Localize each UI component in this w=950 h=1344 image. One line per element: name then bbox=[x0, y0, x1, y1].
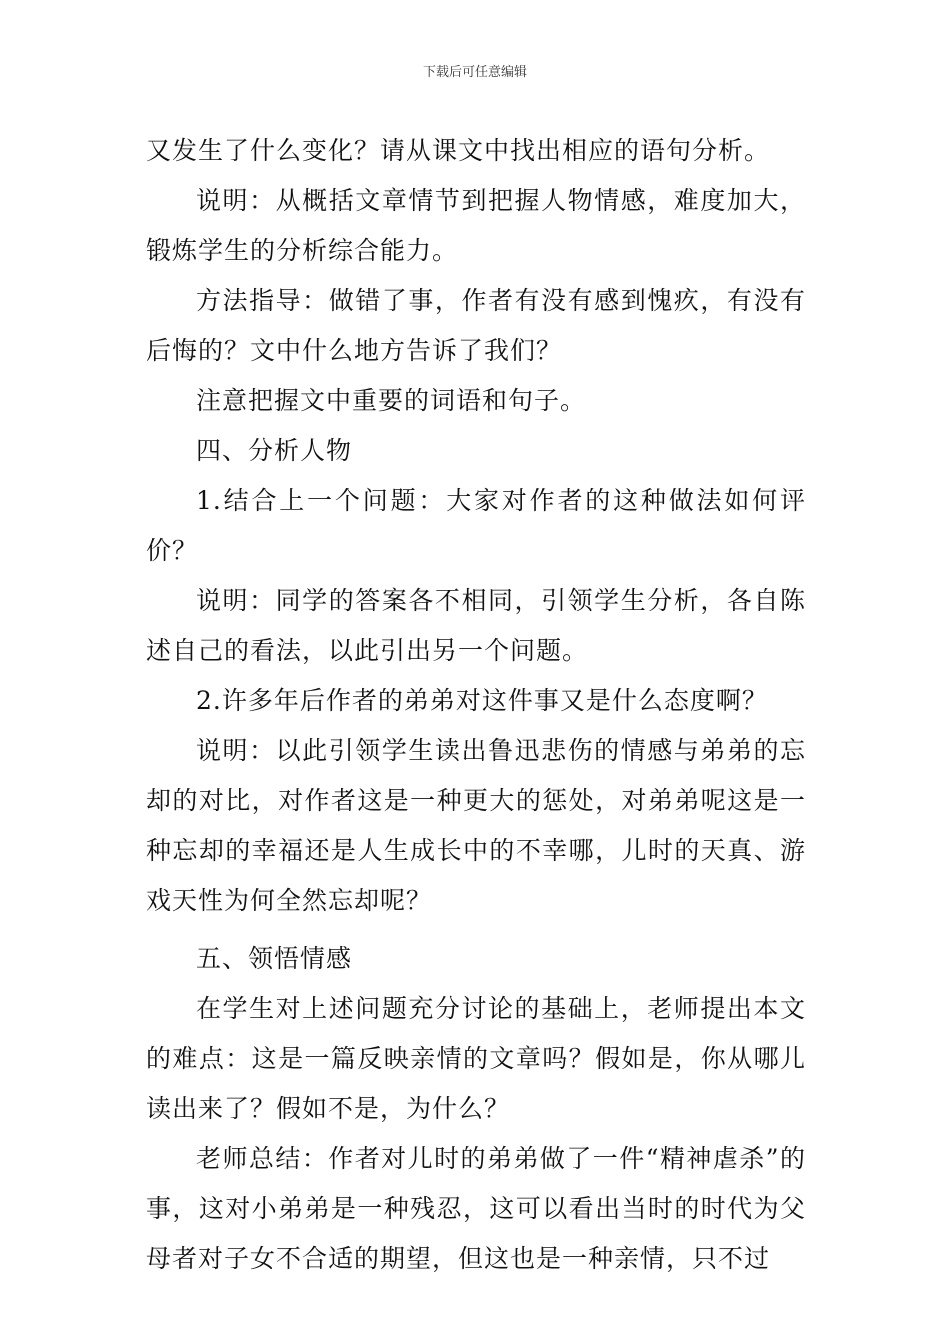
paragraph: 1.结合上一个问题：大家对作者的这种做法如何评价？ bbox=[146, 486, 806, 565]
paragraph: 注意把握文中重要的词语和句子。 bbox=[196, 386, 587, 415]
paragraph: 说明：从概括文章情节到把握人物情感，难度加大，锻炼学生的分析综合能力。 bbox=[146, 186, 806, 265]
paragraph: 方法指导：做错了事，作者有没有感到愧疚，有没有后悔的？文中什么地方告诉了我们？ bbox=[146, 286, 806, 365]
paragraph: 又发生了什么变化？请从课文中找出相应的语句分析。 bbox=[146, 136, 771, 165]
section-heading: 五、领悟情感 bbox=[196, 944, 353, 973]
section-heading: 四、分析人物 bbox=[196, 436, 353, 465]
paragraph: 2.许多年后作者的弟弟对这件事又是什么态度啊？ bbox=[196, 686, 768, 715]
paragraph: 老师总结：作者对儿时的弟弟做了一件“精神虐杀”的事，这对小弟弟是一种残忍，这可以看出当时的时代为父母者对子女不合适的期望，但这也是一种亲情，只不过 bbox=[146, 1144, 806, 1273]
paragraph: 说明：同学的答案各不相同，引领学生分析，各自陈述自己的看法，以此引出另一个问题。 bbox=[146, 586, 806, 665]
page-header-note: 下载后可任意编辑 bbox=[422, 65, 527, 80]
paragraph: 在学生对上述问题充分讨论的基础上，老师提出本文的难点：这是一篇反映亲情的文章吗？假如是，你从哪儿读出来了？假如不是，为什么？ bbox=[146, 994, 806, 1123]
paragraph: 说明：以此引领学生读出鲁迅悲伤的情感与弟弟的忘却的对比，对作者这是一种更大的惩处，对弟弟呢这是一种忘却的幸福还是人生成长中的不幸哪，儿时的天真、游戏天性为何全然忘却呢？ bbox=[146, 736, 806, 915]
document-body bbox=[146, 126, 806, 1284]
